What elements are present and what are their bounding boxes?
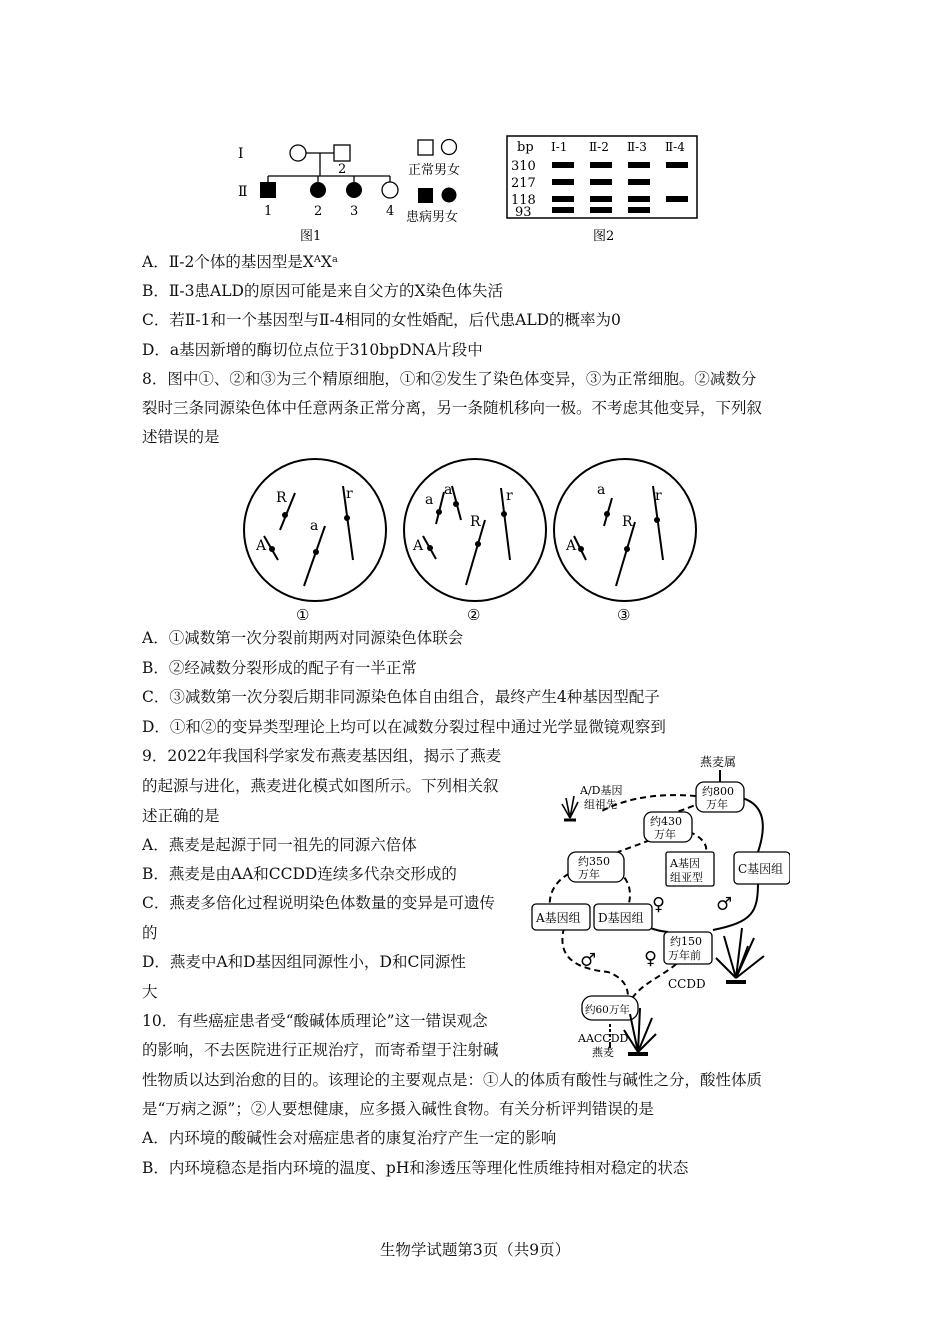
ii4-normal-female	[382, 182, 398, 198]
q8-option-c: C．③减数第一次分裂后期非同源染色体自由组合，最终产生4种基因型配子	[142, 688, 660, 706]
svg-text:约350: 约350	[578, 855, 610, 868]
svg-text:组亚型: 组亚型	[670, 871, 703, 884]
band	[552, 179, 574, 185]
svg-text:a: a	[310, 518, 319, 534]
q9-stem-line-3: 述正确的是	[142, 807, 220, 825]
legend-normal-female	[442, 140, 457, 155]
fig1-caption: 图1	[300, 229, 322, 244]
ii3-affected-female	[346, 182, 362, 198]
page-footer: 生物学试题第3页（共9页）	[379, 1241, 571, 1259]
svg-text:a: a	[425, 492, 434, 508]
i2-number: 2	[338, 162, 347, 177]
band	[628, 179, 650, 185]
legend-normal-label: 正常男女	[408, 163, 461, 178]
q7-option-b: B．Ⅱ-3患ALD的原因可能是来自父方的X染色体失活	[142, 282, 503, 300]
plant-icon	[562, 796, 578, 820]
svg-text:a: a	[597, 482, 606, 498]
ii2-number: 2	[314, 204, 323, 219]
q8-option-a: A．①减数第一次分裂前期两对同源染色体联会	[142, 629, 464, 647]
q8-option-b: B．②经减数分裂形成的配子有一半正常	[142, 659, 417, 677]
svg-text:R: R	[622, 514, 633, 530]
ccdd-plant-icon	[716, 928, 764, 982]
q9-stem-line-1: 9．2022年我国科学家发布燕麦基因组，揭示了燕麦	[142, 747, 502, 765]
lane-label: Ⅱ-4	[665, 140, 685, 154]
cell-1-label: ①	[296, 606, 310, 624]
svg-text:R: R	[276, 490, 287, 506]
q10-stem-line-3: 性物质以达到治愈的目的。该理论的主要观点是：①人的体质有酸性与碱性之分，酸性体质	[142, 1071, 763, 1089]
band	[628, 207, 650, 213]
lane-label: Ⅱ-3	[627, 140, 647, 154]
cell-3	[554, 459, 696, 601]
q8-option-d: D．①和②的变异类型理论上均可以在减数分裂过程中通过光学显微镜观察到	[142, 718, 666, 736]
q9-option-c-line-2: 的	[142, 924, 158, 942]
svg-text:D基因组: D基因组	[598, 911, 644, 925]
size-label: 310	[511, 159, 536, 174]
svg-text:万年: 万年	[654, 828, 676, 841]
size-label: 118	[511, 193, 536, 208]
legend-normal-male	[418, 140, 433, 155]
band	[552, 196, 574, 202]
electrophoresis-figure	[505, 134, 700, 246]
svg-text:A: A	[566, 538, 577, 554]
band	[590, 196, 612, 202]
oat-label: 燕麦	[592, 1046, 614, 1059]
q7-option-a: A．Ⅱ-2个体的基因型是XᴬXᵃ	[142, 253, 338, 271]
svg-text:约150: 约150	[670, 935, 702, 948]
q7-option-c: C．若Ⅱ-1和一个基因型与Ⅱ-4相同的女性婚配，后代患ALD的概率为0	[142, 311, 621, 329]
band	[552, 207, 574, 213]
q8-stem-line-3: 述错误的是	[142, 428, 220, 446]
cells-figure	[240, 458, 710, 626]
q8-stem-line-1: 8．图中①、②和③为三个精原细胞，①和②发生了染色体变异，③为正常细胞。②减数分	[142, 370, 757, 388]
q10-stem-line-2: 的影响，不去医院进行正规治疗，而寄希望于注射碱	[142, 1041, 499, 1059]
svg-text:A: A	[413, 538, 424, 554]
male-symbol: ♂	[580, 950, 597, 971]
generation-2-label: Ⅱ	[238, 184, 248, 200]
svg-text:约430: 约430	[650, 815, 682, 828]
band	[552, 162, 574, 168]
band	[628, 196, 650, 202]
ad-ancestor-label: A/D基因	[580, 784, 623, 797]
q7-option-d: D．a基因新增的酶切位点位于310bpDNA片段中	[142, 341, 483, 359]
band	[628, 162, 650, 168]
svg-text:A基因组: A基因组	[536, 911, 581, 925]
ccdd-label: CCDD	[668, 977, 706, 991]
lane-label: Ⅰ-1	[551, 140, 568, 154]
svg-text:R: R	[470, 514, 481, 530]
band	[666, 196, 688, 202]
svg-text:r: r	[655, 488, 662, 504]
ii1-number: 1	[264, 204, 273, 219]
size-label: 93	[515, 205, 532, 220]
cell-1	[244, 459, 386, 601]
q10-option-a: A．内环境的酸碱性会对癌症患者的康复治疗产生一定的影响	[142, 1129, 557, 1147]
generation-1-label: Ⅰ	[238, 146, 244, 162]
svg-text:组祖先: 组祖先	[584, 798, 617, 811]
oat-evolution-diagram	[528, 752, 790, 1062]
q9-option-c-line-1: C．燕麦多倍化过程说明染色体数量的变异是可遗传	[142, 894, 495, 912]
q10-stem-line-1: 10．有些癌症患者受“酸碱体质理论”这一错误观念	[142, 1012, 488, 1030]
male-symbol: ♂	[716, 894, 733, 915]
cell-2	[404, 459, 546, 601]
band	[590, 162, 612, 168]
svg-text:r: r	[346, 486, 353, 502]
female-symbol: ♀	[644, 948, 658, 969]
legend-affected-male	[418, 188, 433, 203]
svg-text:a: a	[444, 482, 453, 498]
size-label: 217	[511, 176, 536, 191]
svg-text:万年: 万年	[706, 798, 728, 811]
female-symbol: ♀	[652, 894, 666, 915]
legend-affected-label: 患病男女	[406, 210, 459, 225]
i2-normal-male	[334, 145, 350, 161]
svg-text:约800: 约800	[702, 785, 734, 798]
genus-label: 燕麦属	[700, 755, 737, 769]
i1-normal-female	[290, 145, 306, 161]
ii1-affected-male	[260, 182, 276, 198]
band	[590, 179, 612, 185]
cell-3-label: ③	[617, 606, 631, 624]
svg-text:C基因组: C基因组	[738, 862, 784, 876]
q9-stem-line-2: 的起源与进化，燕麦进化模式如图所示。下列相关叙	[142, 777, 499, 795]
svg-text:A基因: A基因	[670, 857, 700, 870]
q9-option-b: B．燕麦是由AA和CCDD连续多代杂交形成的	[142, 865, 457, 883]
ii4-number: 4	[386, 204, 395, 219]
ii3-number: 3	[350, 204, 359, 219]
band	[666, 162, 688, 168]
pedigree-figure	[230, 130, 500, 245]
band	[590, 207, 612, 213]
q9-option-a: A．燕麦是起源于同一祖先的同源六倍体	[142, 836, 417, 854]
lane-label: Ⅱ-2	[589, 140, 609, 154]
aaccdd-label: AACCDD	[578, 1032, 629, 1045]
cell-2-label: ②	[467, 606, 481, 624]
q10-stem-line-4: 是“万病之源”；②人要想健康，应多摄入碱性食物。有关分析评判错误的是	[142, 1100, 654, 1118]
svg-text:万年: 万年	[578, 868, 600, 881]
svg-text:万年前: 万年前	[668, 949, 701, 962]
ii2-affected-female	[310, 182, 326, 198]
q10-option-b: B．内环境稳态是指内环境的温度、pH和渗透压等理化性质维持相对稳定的状态	[142, 1159, 689, 1177]
q9-option-d-line-1: D．燕麦中A和D基因组同源性小，D和C同源性	[142, 953, 466, 971]
q8-stem-line-2: 裂时三条同源染色体中任意两条正常分离，另一条随机移向一极。不考虑其他变异，下列叙	[142, 399, 763, 417]
fig2-caption: 图2	[593, 229, 615, 244]
legend-affected-female	[442, 188, 457, 203]
bp-label: bp	[517, 140, 534, 155]
q9-option-d-line-2: 大	[142, 983, 158, 1001]
svg-text:A: A	[256, 538, 267, 554]
svg-text:约60万年: 约60万年	[585, 1004, 630, 1016]
svg-text:r: r	[506, 488, 513, 504]
